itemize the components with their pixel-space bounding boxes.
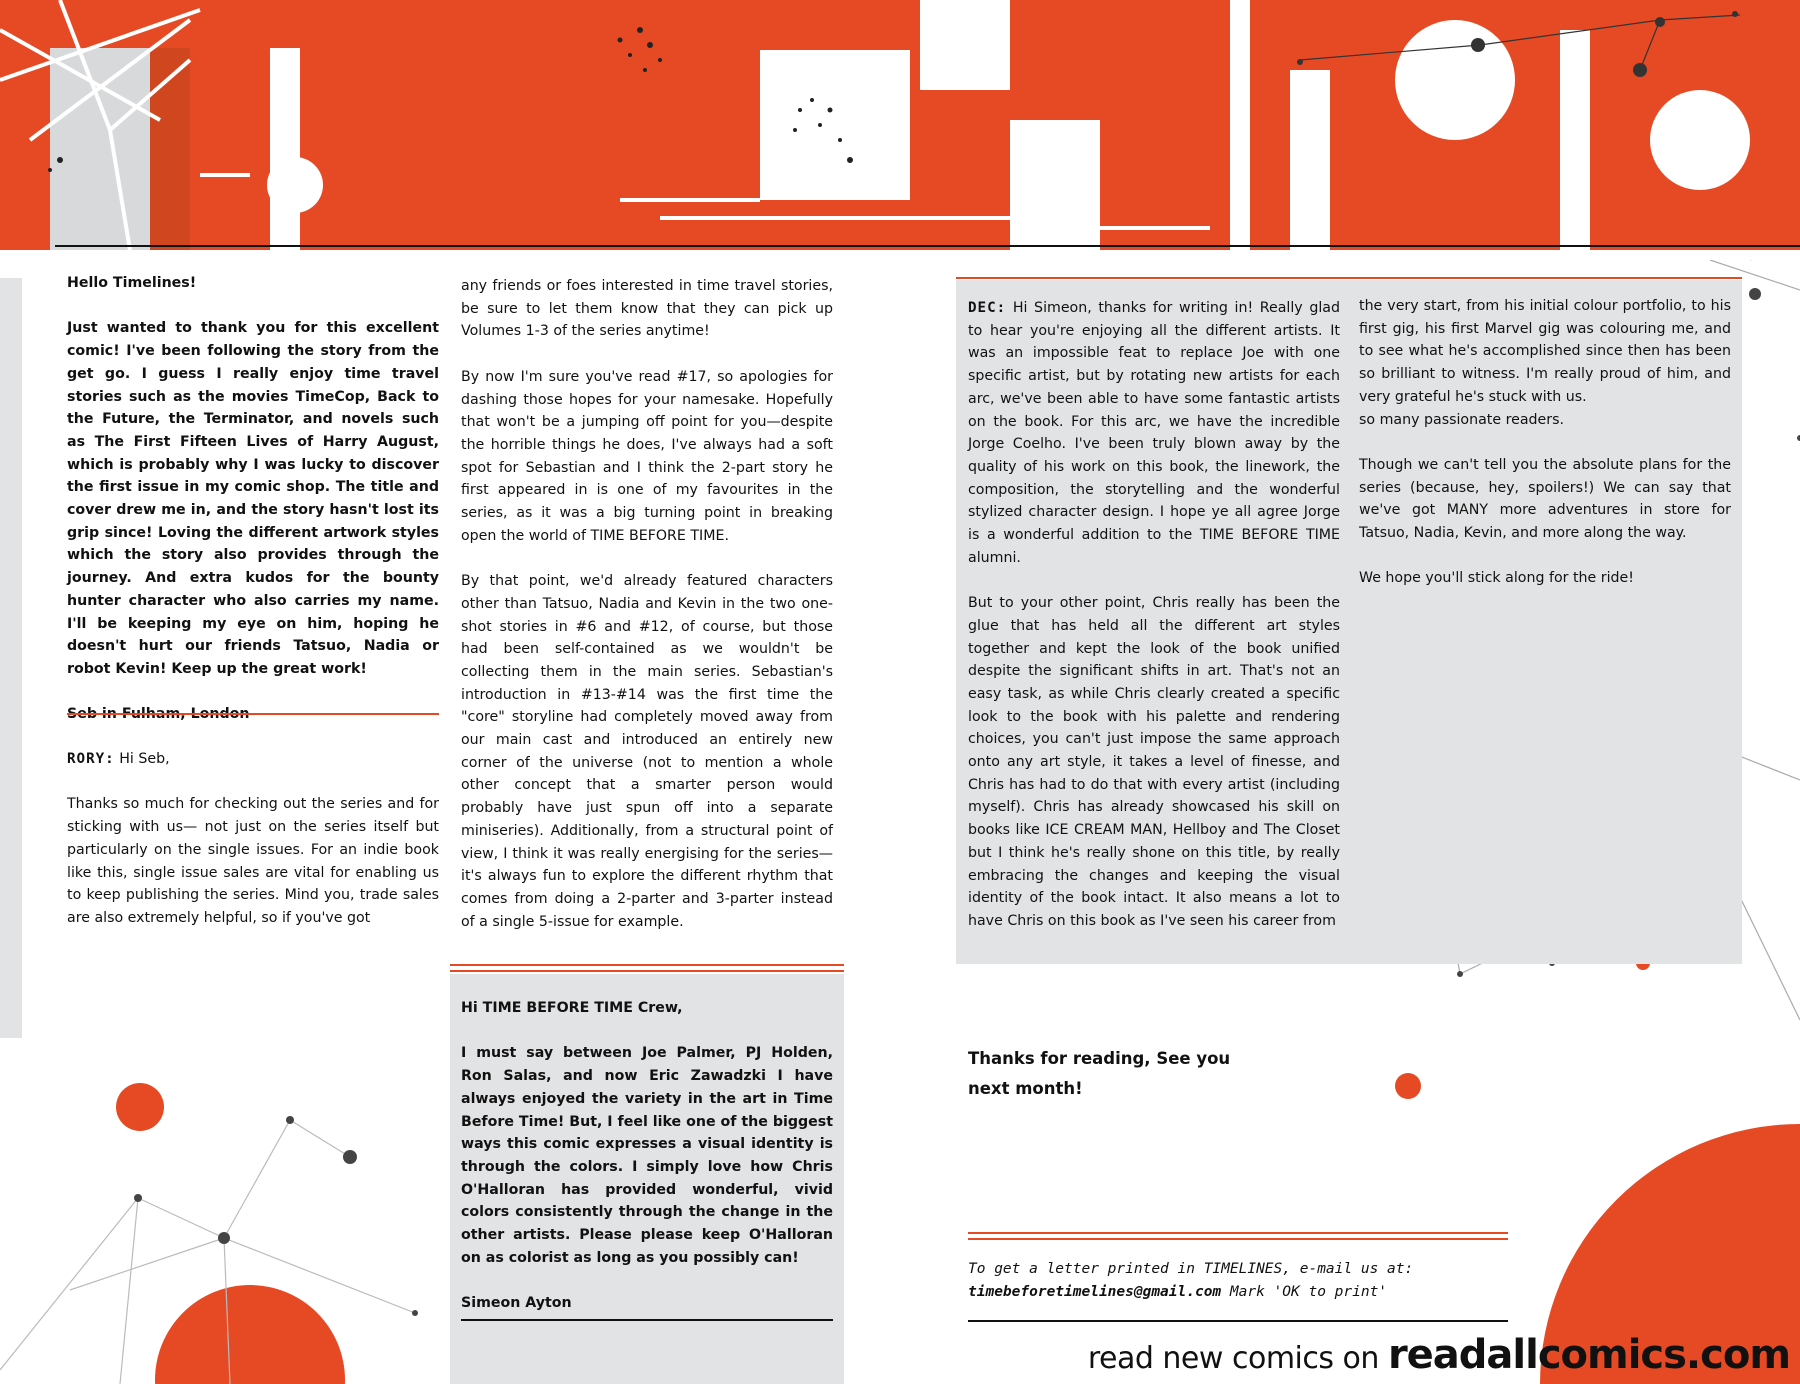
reply-1-part-b <box>461 275 833 956</box>
reply-1-paragraph-1: Thanks so much for checking out the series and for sticking with us— not just on the series itself but particularly on the single issues. For an indie book like this, single issue sales are vital for enabling us to keep publishing the series. Mind you, trade sales are also extremely helpful, so if you've got <box>67 796 439 926</box>
reply-2-paragraph-1: Hi Simeon, thanks for writing in! Really glad to hear you're enjoying all the different artists. It was an impossible feat to replace Joe with one specific artist, but by rotating new artists for each arc, we've been able to have some fantastic artists on the book. For this arc, we have the incredible Jorge Coelho. I've been truly blown away by the quality of his work on this book, the linework, the composition, the storytelling and the wonderful stylized character design. I hope ye all agree Jorge is a wonderful addition to the TIME BEFORE TIME alumni. <box>968 300 1340 566</box>
reply-2-extra-line: so many passionate readers. <box>1359 411 1564 428</box>
submission-email[interactable]: timebeforetimelines@gmail.com <box>968 1284 1222 1300</box>
divider <box>956 277 1742 279</box>
divider <box>461 1319 833 1321</box>
letter-2-panel <box>450 974 844 1384</box>
reply-2-paragraph-2: But to your other point, Chris really has been the glue that has held all the different art styles together and kept the look of the book unified despite the significant shifts in art. That's not an easy task, as while Chris clearly created a specific look to the book with his palette and rendering choices, you can't just impose the same approach onto any art style, it takes a level of finesse, and Chris has had to do that with every artist (including myself). Chris has already showcased his skill on books like ICE CREAM MAN, Hellboy and The Closet but I think he's really shone on this title, by really embracing the changes and keeping the visual identity of the book intact. It also means a lot to have Chris on this book as I've seen his career from <box>968 595 1340 929</box>
masthead <box>0 0 1800 250</box>
bottom-left-network <box>0 1050 430 1384</box>
watermark-prefix: read new comics on <box>1087 1341 1388 1376</box>
sign-off-line-1: Thanks for reading, See you <box>968 1049 1231 1068</box>
reply-1-part-a <box>67 748 439 952</box>
reply-2-panel <box>956 280 1742 964</box>
watermark-site-link[interactable]: readallcomics.com <box>1387 1332 1790 1378</box>
reply-1-paragraph-3: By that point, we'd already featured characters other than Tatsuo, Nadia and Kevin in the two one-shot stories in #6 and #12, of course, but those had been self-contained as we wouldn't be collecting them in the main series. Sebastian's introduction in #13-#14 was the first time the "core" storyline had completely moved away from our main cast and introduced an entirely new corner of the universe (not to mention a whole other concept that a smarter person would probably have just spun off into a separate miniseries). Additionally, from a structural point of view, I think it was really energising for the series—it's always fun to explore the different rhythm that comes from doing a 2-parter and 3-parter instead of a single 5-issue for example. <box>461 573 833 930</box>
divider <box>450 964 844 966</box>
left-edge-panel <box>0 278 22 1038</box>
reply-2-part-a <box>968 297 1340 955</box>
letter-2-signature: Simeon Ayton <box>461 1295 572 1312</box>
divider <box>968 1320 1508 1322</box>
letter-1-body: Just wanted to thank you for this excellent comic! I've been following the story from the get go. I guess I really enjoy time travel stories such as the movies TimeCop, Back to the Future, the Terminator, and novels such as The First Fifteen Lives of Harry August, which is probably why I was lucky to discover the first issue in my comic shop. The title and cover drew me in, and the story hasn't lost its grip since! Loving the different artwork styles which the story also provides through the journey. And extra kudos for the bounty hunter character who also carries my name. I'll be keeping my eye on him, hoping he doesn't hurt our friends Tatsuo, Nadia or robot Kevin! Keep up the great work! <box>67 320 439 677</box>
letter-2-body: I must say between Joe Palmer, PJ Holden, Ron Salas, and now Eric Zawadzki I have always enjoyed the variety in the art in Time Before Time! But, I feel like one of the biggest ways this comic expresses a visual identity is through the colors. I simply love how Chris O'Halloran has provided wonderful, vivid colors consistently through the change in the other artists. Please please keep O'Halloran on as colorist as long as you possibly can! <box>461 1045 833 1266</box>
reply-2-part-b <box>1359 295 1731 613</box>
submission-note <box>968 1258 1528 1304</box>
submission-line-2: Mark 'OK to print' <box>1221 1284 1388 1300</box>
letter-2-greeting: Hi TIME BEFORE TIME Crew, <box>461 1000 683 1016</box>
masthead-art <box>0 0 1800 250</box>
sign-off <box>968 1044 1230 1104</box>
reply-1-opening: Hi Seb, <box>119 751 170 767</box>
watermark <box>1088 1332 1790 1378</box>
sign-off-line-2: next month! <box>968 1079 1083 1098</box>
submission-line-1: To get a letter printed in TIMELINES, e-mail us at: <box>968 1261 1414 1277</box>
reply-2-paragraph-3: Though we can't tell you the absolute plans for the series (because, hey, spoilers!) We can say that we've got MANY more adventures in store for Tatsuo, Nadia, Kevin, and more along the way. <box>1359 456 1731 542</box>
reply-1-tag: RORY: <box>67 751 115 767</box>
letter-1 <box>67 272 439 749</box>
reply-1-paragraph-2: By now I'm sure you've read #17, so apologies for dashing those hopes for your namesake. Hopefully that won't be a jumping off point for you—despite the horrible things he does, I've always had a soft spot for Sebastian and I think the 2-part story he first appeared in is one of my favourites in the series, as it was a big turning point in breaking open the world of TIME BEFORE TIME. <box>461 368 833 544</box>
divider <box>968 1238 1508 1240</box>
divider <box>450 970 844 972</box>
divider <box>968 1232 1508 1234</box>
letter-2 <box>461 997 833 1338</box>
divider <box>67 713 439 715</box>
reply-2-tag: DEC: <box>968 300 1007 316</box>
reply-1-paragraph-1-continued: any friends or foes interested in time travel stories, be sure to let them know that they can pick up Volumes 1-3 of the series anytime! <box>461 278 833 340</box>
reply-2-paragraph-2-continued: the very start, from his initial colour portfolio, to his first gig, his first Marvel gig was colouring me, and to see what he's accomplished since then has been so brilliant to witness. I'm really proud of him, and very grateful he's stuck with us. <box>1359 298 1731 405</box>
letter-1-greeting: Hello Timelines! <box>67 275 197 291</box>
reply-2-paragraph-4: We hope you'll stick along for the ride! <box>1359 570 1634 587</box>
